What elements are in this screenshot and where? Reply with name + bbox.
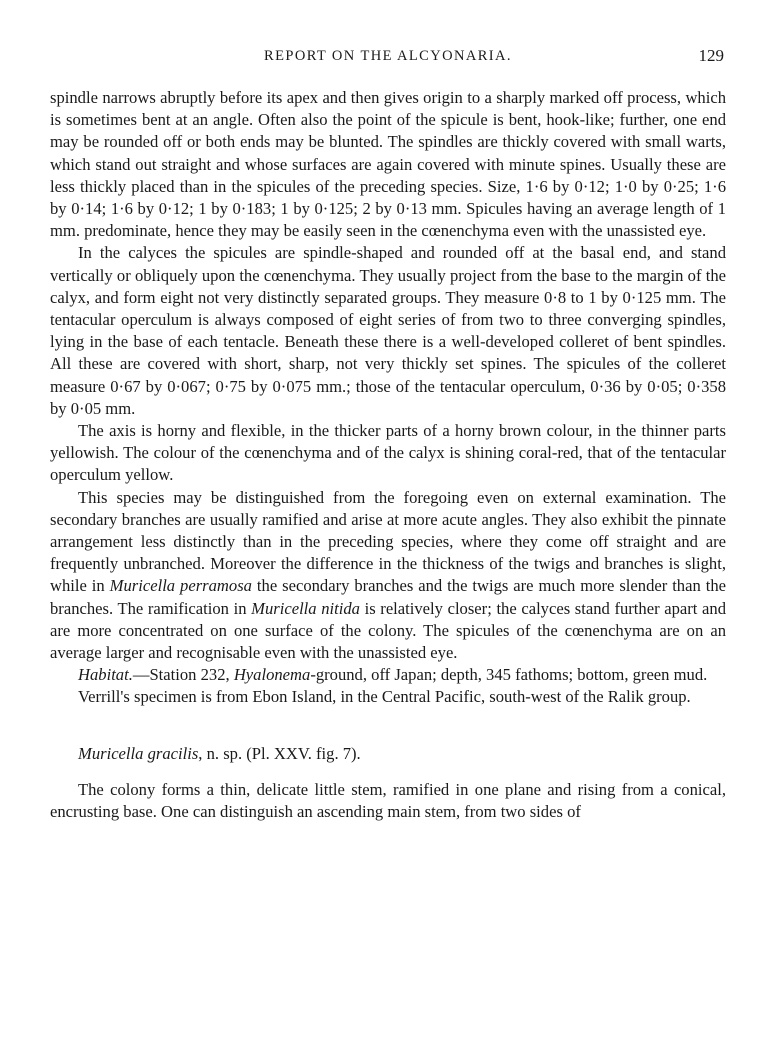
species-heading-ref: , n. sp. (Pl. XXV. fig. 7).	[198, 743, 361, 763]
habitat-text-b: -ground, off Japan; depth, 345 fathoms; bottom, green mud.	[310, 665, 708, 685]
habitat-hyalonema: Hyalonema	[233, 665, 311, 685]
paragraph-habitat	[50, 664, 726, 686]
paragraph-colony-description: The colony forms a thin, delicate little stem, ramified in one plane and rising from a conical, encrusting base. One can distinguish an ascending main stem, from two sides of	[50, 779, 726, 822]
distinction-text-a: This species may be distinguished from the foregoing even on external examination. The secondary branches are usually ramified and arise at more acute angles. They also exhibit the pinnate arrangement less distinctly than in the preceding species, where they come off straight and are frequently unbranched. Moreover the difference in the thickness of the twigs and branches is slight, while in	[50, 487, 726, 596]
species-name-perramosa: Muricella perramosa	[109, 576, 252, 596]
body-text	[50, 87, 726, 823]
habitat-label: Habitat.	[78, 665, 133, 685]
distinction-text-b: the secondary branches and the twigs are much more slender than the branches. The ramification in	[50, 576, 726, 618]
paragraph-distinction	[50, 487, 726, 665]
distinction-text-c: is relatively closer; the calyces stand further apart and are more concentrated on one surface of the colony. The spicules of the cœnenchyma are on an average larger and recognisable even with the unassisted eye.	[50, 598, 726, 663]
paragraph-verrill-specimen: Verrill's specimen is from Ebon Island, in the Central Pacific, south-west of the Ralik group.	[78, 687, 691, 707]
species-heading	[50, 743, 726, 765]
paragraph-calyx-spicules: In the calyces the spicules are spindle-shaped and rounded off at the basal end, and stand vertically or obliquely upon the cœnenchyma. They usually project from the base to the margin of the calyx, and form eight not very distinctly separated groups. They measure 0·8 to 1 by 0·125 mm. The tentacular operculum is always composed of eight series of from two to three converging spindles, lying in the base of each tentacle. Beneath these there is a well-developed colleret of bent spindles. All these are covered with short, sharp, not very thickly set spines. The spicules of the colleret measure 0·67 by 0·067; 0·75 by 0·075 mm.; those of the tentacular operculum, 0·36 by 0·05; 0·358 by 0·05 mm.	[50, 243, 726, 418]
running-title: REPORT ON THE ALCYONARIA.	[264, 48, 512, 64]
page-number: 129	[698, 46, 724, 65]
species-heading-name: Muricella gracilis	[78, 743, 199, 763]
habitat-text-a: —Station 232,	[132, 665, 234, 685]
species-name-nitida: Muricella nitida	[251, 598, 360, 618]
paragraph-axis-colour: The axis is horny and flexible, in the thicker parts of a horny brown colour, in the thinner parts yellowish. The colour of the cœnenchyma and of the calyx is shining coral-red, that of the tentacular operculum yellow.	[50, 421, 726, 485]
paragraph-spindle-description: spindle narrows abruptly before its apex and then gives origin to a sharply marked off process, which is sometimes bent at an angle. Often also the point of the spicule is bent, hook-like; further, one end may be rounded off or both ends may be blunted. The spindles are thickly covered with small warts, which stand out straight and whose surfaces are again covered with minute spines. Usually these are less thickly placed than in the spicules of the preceding species. Size, 1·6 by 0·12; 1·0 by 0·25; 1·6 by 0·14; 1·6 by 0·12; 1 by 0·183; 1 by 0·125; 2 by 0·13 mm. Spicules having an average length of 1 mm. predominate, hence they may be easily seen in the cœnenchyma even with the unassisted eye.	[50, 88, 726, 241]
page-header	[52, 46, 724, 70]
